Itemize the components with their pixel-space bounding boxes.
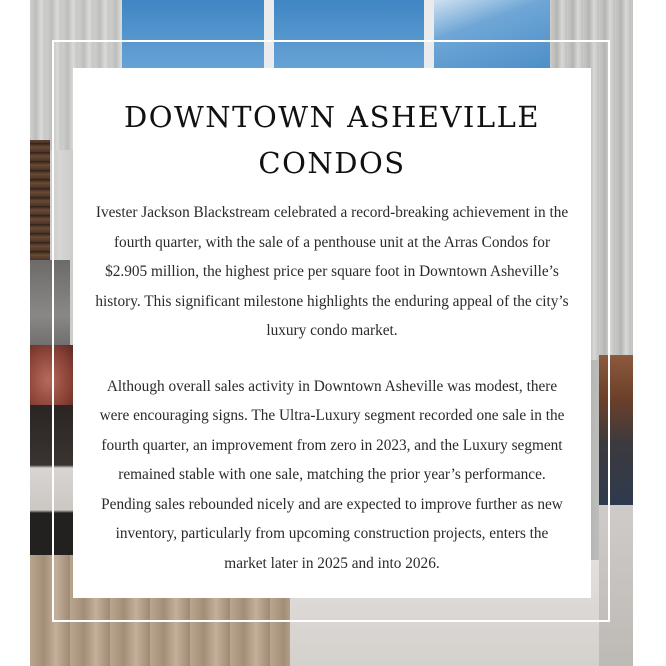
text-card — [73, 68, 591, 598]
title-line-1: DOWNTOWN ASHEVILLE — [123, 100, 541, 134]
page-title — [93, 94, 571, 186]
wood-panel — [30, 140, 50, 260]
paragraph-record-sale: Ivester Jackson Blackstream celebrated a record-breaking achievement in the fourth quarter, with the sale of a penthouse unit at the Arras Condos for $2.905 million, the highest price per square foot in Downtown Asheville’s history. This significant milestone highlights the enduring appeal of the city’s luxury condo market. — [95, 204, 569, 339]
title-line-2: CONDOS — [258, 146, 406, 180]
paragraph-sales-activity: Although overall sales activity in Downtown Asheville was modest, there were encouraging signs. The Ultra-Luxury segment recorded one sale in the fourth quarter, an improvement from zero in 2023, and the Luxury segment remained stable with one sale, matching the prior year’s performance. Pending sales rebounded nicely and are expected to improve further as new inventory, particularly from upcoming construction projects, enters the market later in 2025 and into 2026. — [99, 377, 565, 572]
